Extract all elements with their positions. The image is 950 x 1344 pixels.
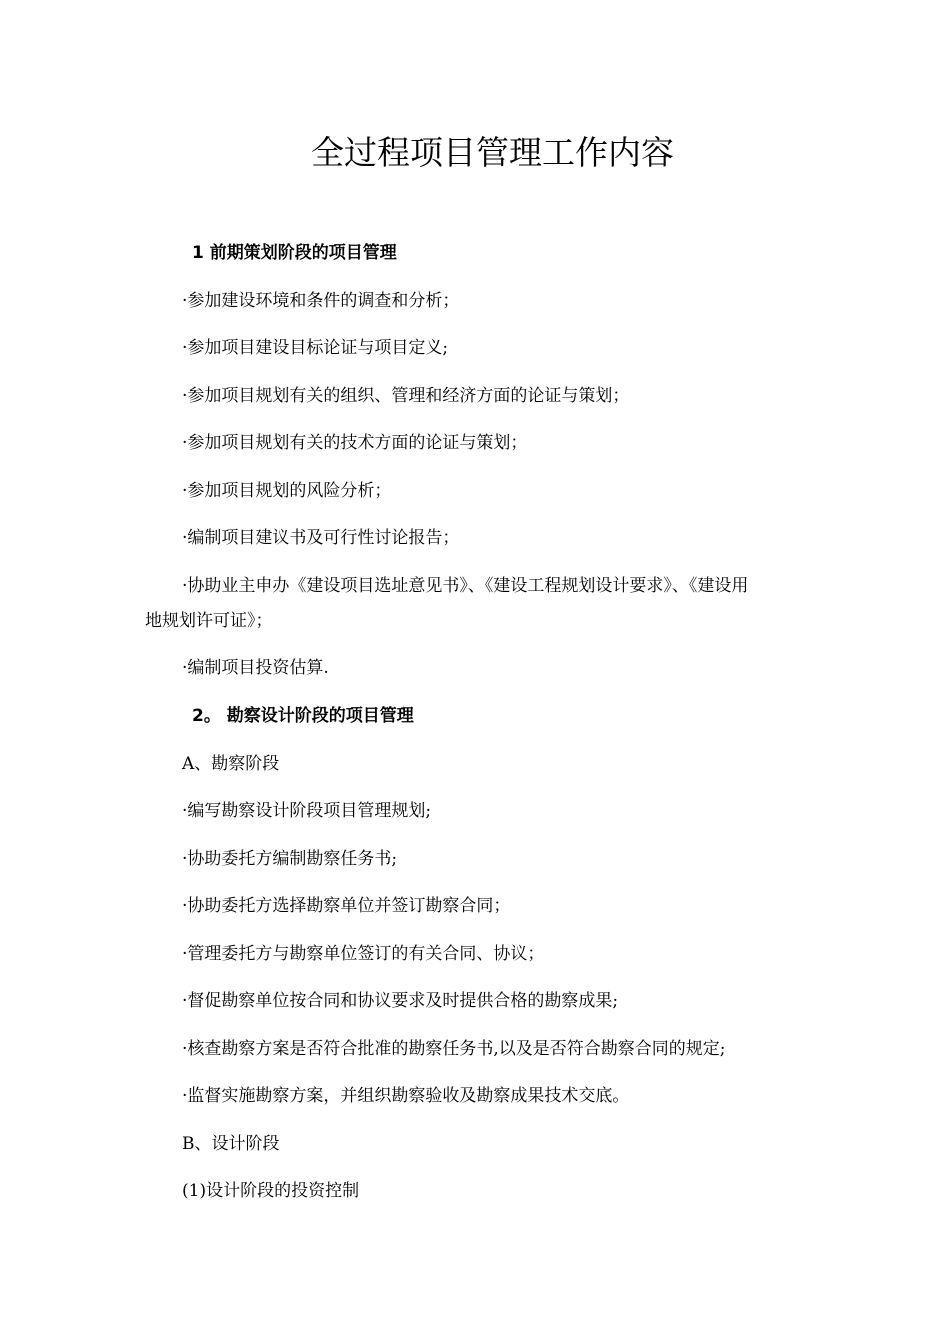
- subsection-b-heading: B、设计阶段: [182, 1134, 280, 1154]
- subsection-a-item: ·协助委托方编制勘察任务书;: [182, 849, 398, 869]
- section-1-item: ·参加项目规划有关的技术方面的论证与策划；: [182, 433, 528, 453]
- section-1-item: ·参加项目建设目标论证与项目定义;: [182, 338, 449, 358]
- subsection-a-item: ·编写勘察设计阶段项目管理规划;: [182, 801, 432, 821]
- subsection-b1-heading: (1)设计阶段的投资控制: [182, 1181, 360, 1201]
- section-1-item: ·参加建设环境和条件的调查和分析；: [182, 291, 460, 311]
- section-1-item-continuation: 地规划许可证》；: [145, 611, 273, 631]
- section-1-item: ·编制项目投资估算.: [182, 658, 329, 678]
- section-2-heading: 2。 勘察设计阶段的项目管理: [192, 706, 414, 726]
- document-title: 全过程项目管理工作内容: [311, 133, 674, 172]
- subsection-a-item: ·监督实施勘察方案，并组织勘察验收及勘察成果技术交底。: [182, 1086, 630, 1106]
- subsection-a-heading: A、勘察阶段: [182, 754, 280, 774]
- section-1-item: ·参加项目规划的风险分析；: [182, 481, 392, 501]
- section-1-item: ·编制项目建议书及可行性讨论报告；: [182, 528, 460, 548]
- section-1-item: ·协助业主申办《建设项目选址意见书》、《建设工程规划设计要求》、《建设用: [182, 576, 749, 596]
- section-1-item: ·参加项目规划有关的组织、管理和经济方面的论证与策划；: [182, 386, 630, 406]
- subsection-a-item: ·协助委托方选择勘察单位并签订勘察合同；: [182, 896, 511, 916]
- subsection-a-item: ·核查勘察方案是否符合批准的勘察任务书,以及是否符合勘察合同的规定;: [182, 1039, 726, 1059]
- subsection-a-item: ·管理委托方与勘察单位签订的有关合同、协议；: [182, 944, 545, 964]
- subsection-a-item: ·督促勘察单位按合同和协议要求及时提供合格的勘察成果;: [182, 991, 619, 1011]
- section-1-heading: 1 前期策划阶段的项目管理: [192, 243, 397, 263]
